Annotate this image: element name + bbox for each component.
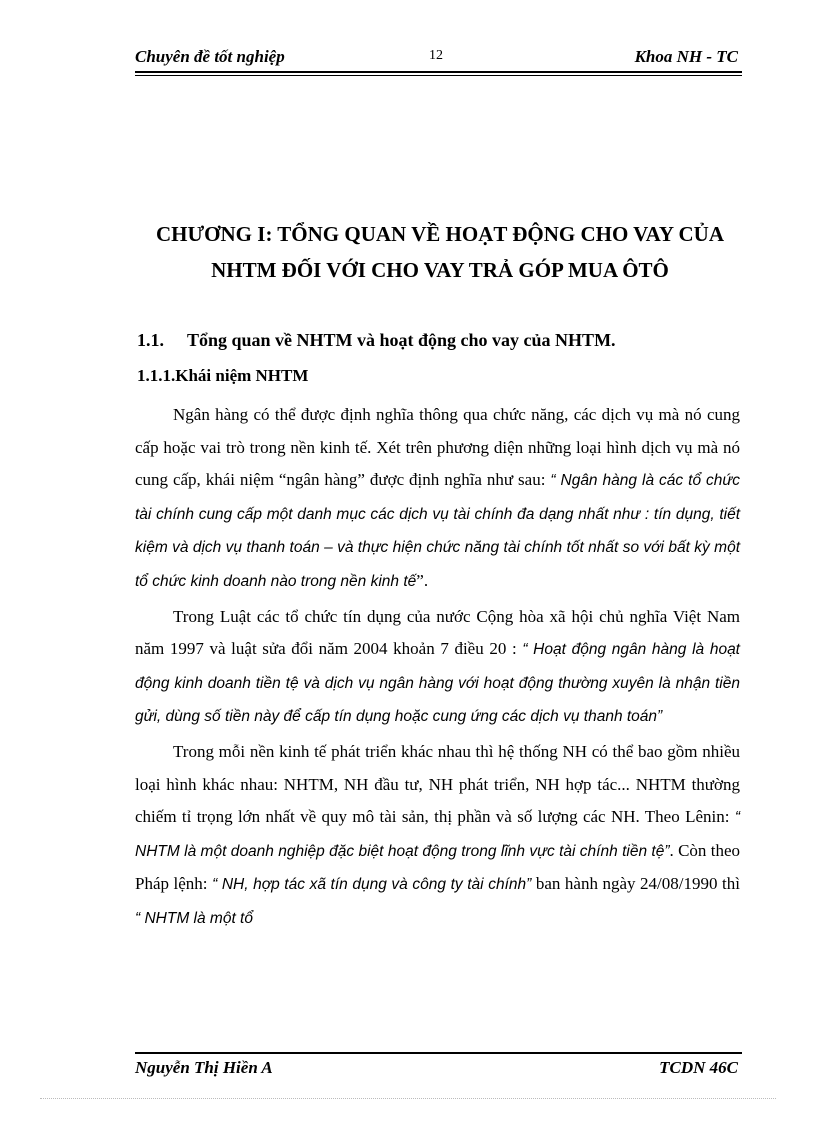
- chapter-title-line-1: CHƯƠNG I: TỔNG QUAN VỀ HOẠT ĐỘNG CHO VAY CỦA: [155, 222, 725, 246]
- paragraph-3: Trong mỗi nền kinh tế phát triển khác nhau thì hệ thống NH có thể bao gồm nhiều loại hình khác nhau: NHTM, NH đầu tư, NH phát triển, NH hợp tác... NHTM thường chiếm tỉ trọng lớn nhất về quy mô tài sản, thị phần và số lượng các NH. Theo Lênin: “ NHTM là một doanh nghiệp đặc biệt hoạt động trong lĩnh vực tài chính tiền tệ”. Còn theo Pháp lệnh: “ NH, hợp tác xã tín dụng và công ty tài chính” ban hành ngày 24/08/1990 thì “ NHTM là một tổ: [135, 742, 740, 927]
- page-number: 12: [429, 48, 443, 63]
- chapter-title: [120, 216, 760, 288]
- chapter-title-line-2: NHTM ĐỐI VỚI CHO VAY TRẢ GÓP MUA ÔTÔ: [211, 258, 669, 282]
- section-heading: [137, 330, 616, 351]
- footer-rule: [135, 1052, 742, 1054]
- section-number: 1.1.: [137, 330, 164, 350]
- footer-author: Nguyễn Thị Hiền A: [135, 1058, 273, 1077]
- header-thesis-label: Chuyên đề tốt nghiệp: [135, 47, 285, 66]
- section-title: Tổng quan về NHTM và hoạt động cho vay của NHTM.: [187, 330, 616, 350]
- paragraph-1: Ngân hàng có thể được định nghĩa thông qua chức năng, các dịch vụ mà nó cung cấp hoặc vai trò trong nền kinh tế. Xét trên phương diện những loại hình dịch vụ mà nó cung cấp, khái niệm “ngân hàng” được định nghĩa như sau: “ Ngân hàng là các tổ chức tài chính cung cấp một danh mục các dịch vụ tài chính đa dạng nhất như : tín dụng, tiết kiệm và dịch vụ thanh toán – và thực hiện chức năng tài chính tốt nhất so với bất kỳ một tổ chức kinh doanh nào trong nền kinh tế”.: [135, 405, 741, 590]
- subsection-heading: [137, 366, 308, 386]
- page-footer: [135, 1058, 742, 1082]
- paragraph-3-quote-3: “ NHTM là một tổ: [135, 909, 253, 927]
- body-text: [135, 399, 740, 938]
- page-bottom-dotted-border: [40, 1098, 776, 1099]
- header-faculty-label: Khoa NH - TC: [634, 47, 738, 66]
- page-header: [135, 47, 742, 71]
- subsection-title: Khái niệm NHTM: [175, 366, 309, 385]
- header-rule: [135, 71, 742, 73]
- paragraph-3-quote-2: “ NH, hợp tác xã tín dụng và công ty tài chính”: [212, 876, 532, 893]
- paragraph-3-quote-1: “ NHTM là một doanh nghiệp đặc biệt hoạt động trong lĩnh vực tài chính tiền tệ”: [135, 809, 740, 860]
- subsection-number: 1.1.1.: [137, 366, 176, 385]
- paragraph-2-quote: “ Hoạt động ngân hàng là hoạt động kinh doanh tiền tệ và dịch vụ ngân hàng với hoạt động thường xuyên là nhận tiền gửi, dùng số tiền này để cấp tín dụng hoặc cung ứng các dịch vụ thanh toán”: [135, 641, 740, 725]
- footer-class: TCDN 46C: [659, 1058, 738, 1077]
- header-rule-thin: [135, 75, 742, 76]
- paragraph-2: Trong Luật các tổ chức tín dụng của nước Cộng hòa xã hội chủ nghĩa Việt Nam năm 1997 và luật sửa đổi năm 2004 khoản 7 điều 20 : “ Hoạt động ngân hàng là hoạt động kinh doanh tiền tệ và dịch vụ ngân hàng với hoạt động thường xuyên là nhận tiền gửi, dùng số tiền này để cấp tín dụng hoặc cung ứng các dịch vụ thanh toán”: [135, 606, 740, 725]
- paragraph-1-quote: “ Ngân hàng là các tổ chức tài chính cung cấp một danh mục các dịch vụ tài chính đa dạng nhất như : tín dụng, tiết kiệm và dịch vụ thanh toán – và thực hiện chức năng tài chính tốt nhất so với bất kỳ một tổ chức kinh doanh nào trong nền kinh tế: [135, 472, 741, 590]
